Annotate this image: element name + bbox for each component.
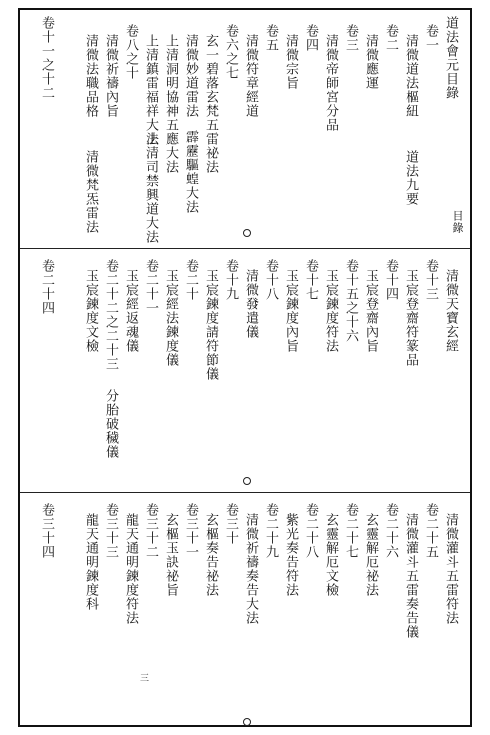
page-frame (18, 8, 472, 727)
volume-label: 卷十一之十二 (39, 16, 54, 100)
entry-title: 上清洞明協神五應大法 (163, 34, 178, 174)
entry-title: 清微道法樞紐 (403, 34, 418, 118)
book-title: 道法會元目錄 (443, 16, 458, 100)
entry-title-lower: 上清司禁興道大法 (143, 132, 158, 244)
binding-hole (243, 477, 251, 485)
panel-bottom (20, 492, 470, 727)
entry-title: 清微祈禱奏告大法 (243, 513, 258, 625)
entry-title-lower: 分胎破穢儀 (103, 389, 118, 459)
panel-middle (20, 248, 470, 492)
entry-title: 龍天通明鍊度科 (83, 513, 98, 611)
volume-label: 卷二十二之二十三 (103, 259, 118, 371)
entry-title: 玄靈解厄文檢 (323, 513, 338, 597)
volume-label: 卷二十四 (39, 259, 54, 315)
entry-title: 清微符章經道 (243, 34, 258, 118)
entry-title: 清微宗旨 (283, 34, 298, 90)
entry-title-lower: 清微梵炁雷法 (83, 150, 98, 234)
volume-label: 卷二十五 (423, 503, 438, 559)
volume-label: 卷三十二 (143, 503, 158, 559)
volume-label: 卷三十 (223, 503, 238, 545)
volume-label: 卷十九 (223, 259, 238, 301)
volume-label: 卷三十三 (103, 503, 118, 559)
entry-title: 清微應運 (363, 34, 378, 90)
volume-label: 卷十四 (383, 259, 398, 301)
entry-title: 玉宸鍊度請符節儀 (203, 269, 218, 381)
volume-label: 卷四 (303, 24, 318, 52)
volume-label: 卷十八 (263, 259, 278, 301)
volume-label: 卷六之七 (223, 24, 238, 80)
volume-label: 卷五 (263, 24, 278, 52)
volume-label: 卷二十一 (143, 259, 158, 315)
volume-label: 卷二十七 (343, 503, 358, 559)
volume-label: 卷十三 (423, 259, 438, 301)
binding-hole (243, 229, 251, 237)
entry-title: 玄靈解厄祕法 (363, 513, 378, 597)
entry-title-lower: 道法九要 (403, 150, 418, 206)
entry-title: 玉宸鍊度內旨 (283, 269, 298, 353)
margin-mark: 目錄 (451, 210, 464, 234)
entry-title: 清微妙道雷法 (183, 34, 198, 118)
entry-title: 清微天寶玄經 (443, 269, 458, 353)
volume-label: 卷十五之十六 (343, 259, 358, 343)
entry-title: 清微法職品格 (83, 34, 98, 118)
entry-title: 清微祈禱內旨 (103, 34, 118, 118)
entry-title: 玉宸登齋符篆品 (403, 269, 418, 367)
volume-label: 卷八之十 (123, 24, 138, 80)
entry-title: 玉宸經返魂儀 (123, 269, 138, 353)
entry-title-lower: 霹靂驅蝗大法 (183, 130, 198, 214)
entry-title: 玉宸鍊度符法 (323, 269, 338, 353)
entry-title: 玉宸經法鍊度儀 (163, 269, 178, 367)
entry-title: 紫光奏告符法 (283, 513, 298, 597)
volume-label: 卷三 (343, 24, 358, 52)
volume-label: 卷三十一 (183, 503, 198, 559)
entry-title: 上清鎮雷福祥大法 (143, 34, 158, 146)
page-mark: 三 (138, 673, 148, 682)
volume-label: 卷二 (383, 24, 398, 52)
entry-title: 玉宸登齋內旨 (363, 269, 378, 353)
entry-title: 玄樞玉訣祕旨 (163, 513, 178, 597)
volume-label: 卷二十八 (303, 503, 318, 559)
volume-label: 卷二十 (183, 259, 198, 301)
volume-label: 卷一 (423, 24, 438, 52)
entry-title: 清微發遣儀 (243, 269, 258, 339)
entry-title: 清微灌斗五雷符法 (443, 513, 458, 625)
volume-label: 卷二十六 (383, 503, 398, 559)
entry-title: 玉宸鍊度文檢 (83, 269, 98, 353)
volume-label: 卷三十四 (39, 503, 54, 559)
entry-title: 龍天通明鍊度符法 (123, 513, 138, 625)
volume-label: 卷二十九 (263, 503, 278, 559)
panel-top (20, 10, 470, 248)
binding-hole (243, 718, 251, 726)
entry-title: 清微帝師宮分品 (323, 34, 338, 132)
volume-label: 卷十七 (303, 259, 318, 301)
entry-title: 清微灌斗五雷奏告儀 (403, 513, 418, 639)
entry-title: 玄樞奏告祕法 (203, 513, 218, 597)
entry-title: 玄一碧落玄梵五雷祕法 (203, 34, 218, 174)
